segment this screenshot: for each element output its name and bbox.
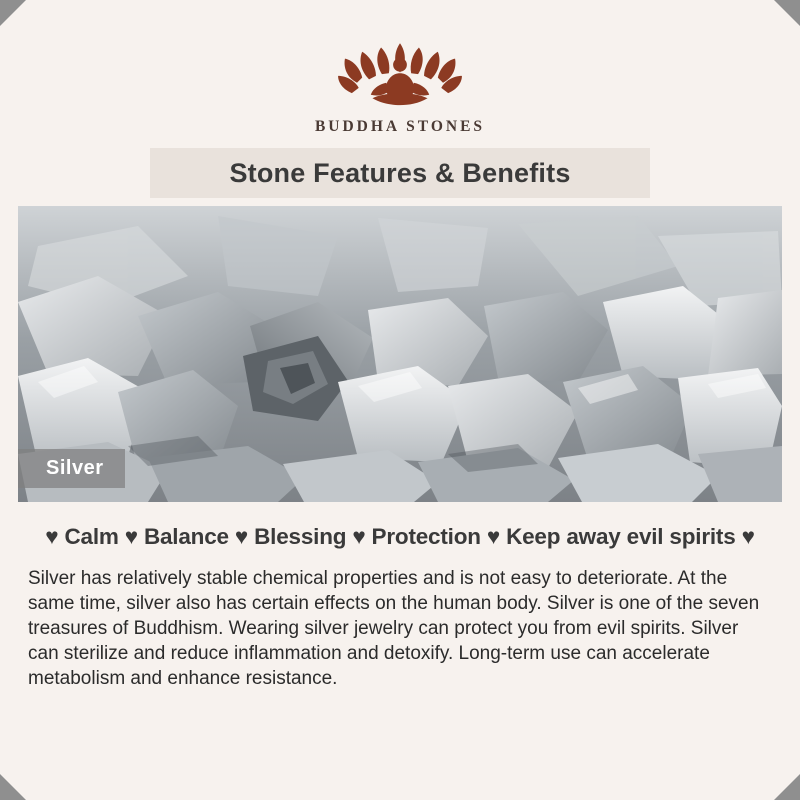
stone-name-label: Silver — [18, 449, 125, 488]
lotus-meditation-figure-icon — [330, 26, 470, 112]
corner-accent-bottom-right — [774, 774, 800, 800]
corner-accent-bottom-left — [0, 774, 26, 800]
page-title: Stone Features & Benefits — [229, 157, 571, 188]
brand-header — [0, 0, 800, 148]
corner-accent-top-left — [0, 0, 26, 26]
silver-ore-rocks-photo — [18, 206, 782, 502]
footer-spacer — [0, 691, 800, 731]
corner-accent-top-right — [774, 0, 800, 26]
benefits-line: ♥ Calm ♥ Balance ♥ Blessing ♥ Protection ♥ Keep away evil spirits ♥ — [45, 524, 755, 549]
title-band — [0, 148, 800, 198]
description-text: Silver has relatively stable chemical properties and is not easy to deteriorate. At the same time, silver also has certain effects on the human body. Silver is one of the seven treasures of Buddhism. Wearing silver jewelry can protect you from evil spirits. Silver can sterilize and reduce inflammation and detoxify. Long-term use can accelerate metabolism and enhance resistance. — [28, 568, 760, 690]
brand-name: BUDDHA STONES — [314, 118, 486, 135]
